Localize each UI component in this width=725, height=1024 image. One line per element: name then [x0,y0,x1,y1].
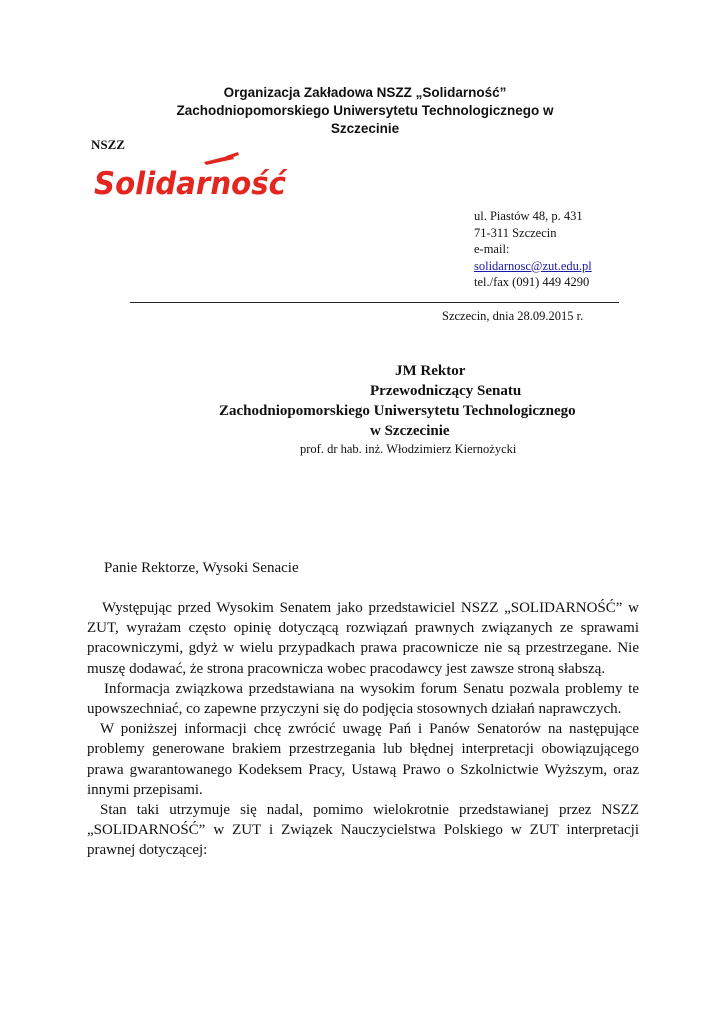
email-link[interactable]: solidarnosc@zut.edu.pl [474,258,592,273]
email-label: e-mail: [474,242,510,256]
header-divider [130,302,619,303]
solidarnosc-logo [92,150,288,200]
date-line: Szczecin, dnia 28.09.2015 r. [442,309,584,323]
org-line: Organizacja Zakładowa NSZZ „Solidarność” [223,85,507,100]
organization-header [140,84,590,138]
logo-wordmark: Solidarność [94,166,288,200]
letter-body [87,598,639,861]
recipient-title: JM Rektor [395,363,466,379]
nszz-label: NSZZ [91,137,125,152]
address-block [474,208,592,291]
recipient-city: w Szczecinie [370,423,450,439]
org-line: Zachodniopomorskiego Uniwersytetu Technologicznego w [176,103,554,118]
body-paragraph: Informacja związkowa przedstawiana na wysokim forum Senatu pozwala problemy te upowszechniać, co zapewne przyczyni się do podjęcia stosownych działań naprawczych. [87,680,639,718]
recipient-university: Zachodniopomorskiego Uniwersytetu Technologicznego [219,403,576,419]
body-paragraph: Stan taki utrzymuje się nadal, pomimo wielokrotnie przedstawianej przez NSZZ „SOLIDARNOŚĆ” w ZUT i Związek Nauczycielstwa Polskiego w ZUT interpretacji prawnej dotyczącej: [87,802,639,859]
org-line: Szczecinie [330,121,400,136]
address-street: ul. Piastów 48, p. 431 [474,209,583,223]
address-city: 71-311 Szczecin [474,225,557,240]
body-paragraph: Występując przed Wysokim Senatem jako przedstawiciel NSZZ „SOLIDARNOŚĆ” w ZUT, wyrażam często opinię dotyczącą rozwiązań prawnych związanych ze sprawami pracowniczymi, gdyż w wielu przypadkach prawa pracownicze nie są przestrzegane. Nie muszę dodawać, że strona pracownicza wobec pracodawcy jest zawsze stroną słabszą. [87,600,639,677]
recipient-role: Przewodniczący Senatu [370,383,522,399]
greeting: Panie Rektorze, Wysoki Senacie [104,560,299,576]
body-paragraph: W poniższej informacji chcę zwrócić uwagę Pań i Panów Senatorów na następujące problemy generowane brakiem przestrzegania lub błędnej interpretacji obowiązującego prawa gwarantowanego Kodeksem Pracy, Ustawą Prawo o Szkolnictwie Wyższym, oraz innymi przepisami. [87,721,639,798]
phone-fax: tel./fax (091) 449 4290 [474,275,590,289]
recipient-name: prof. dr hab. inż. Włodzimierz Kiernożycki [300,442,517,456]
